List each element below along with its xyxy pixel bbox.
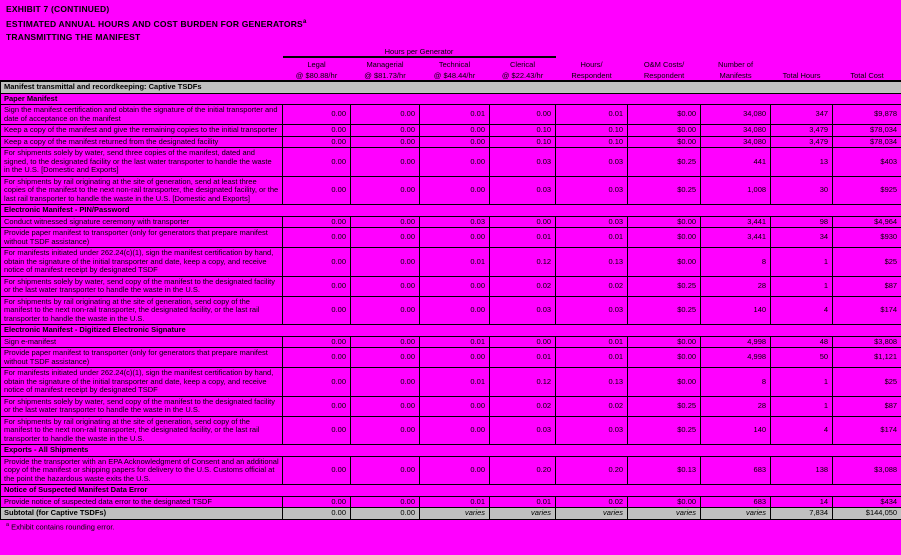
activity-label: Provide paper manifest to transporter (only for generators that prepare manifest without TSDF assistance) <box>1 228 283 248</box>
value-cell: 14 <box>771 496 833 508</box>
value-cell: $925 <box>833 176 901 205</box>
value-cell: 0.01 <box>420 368 490 397</box>
column-header-bottom-0: @ $80.88/hr <box>295 70 338 80</box>
value-cell: 683 <box>701 496 771 508</box>
activity-label: Conduct witnessed signature ceremony with transporter <box>1 216 283 228</box>
table-row <box>1 216 901 228</box>
page-title <box>6 3 306 44</box>
subtotal-value-cell: varies <box>420 508 490 520</box>
activity-label: Provide notice of suspected data error to the designated TSDF <box>1 496 283 508</box>
value-cell: 0.00 <box>283 296 351 325</box>
column-header-top-5: O&M Costs/ <box>643 59 685 69</box>
value-cell: $0.25 <box>628 148 701 177</box>
subtotal-value-cell: 7,834 <box>771 508 833 520</box>
value-cell: 0.01 <box>556 105 628 125</box>
value-cell: 0.00 <box>283 336 351 348</box>
value-cell: 0.00 <box>420 396 490 416</box>
activity-label: For manifests initiated under 262.24(c)(1), sign the manifest certification by hand, obtain the signature of the initial transporter and date, keep a copy, and receive notice of manifest receipt by designated TSDF <box>1 248 283 277</box>
value-cell: 0.00 <box>283 228 351 248</box>
column-header-bottom-3: @ $22.43/hr <box>501 70 544 80</box>
value-cell: 0.00 <box>420 228 490 248</box>
spacer-cell <box>556 44 901 57</box>
activity-label: For shipments solely by water, send copy of the manifest to the designated facility or the last water transporter to handle the waste in the U.S. <box>1 396 283 416</box>
subtotal-value-cell: $144,050 <box>833 508 901 520</box>
footnote-text: Exhibit contains rounding error. <box>9 522 115 532</box>
value-cell: $25 <box>833 368 901 397</box>
value-cell: $4,964 <box>833 216 901 228</box>
subtotal-value-cell: varies <box>701 508 771 520</box>
table-header <box>1 44 901 81</box>
value-cell: $174 <box>833 296 901 325</box>
value-cell: $0.00 <box>628 228 701 248</box>
subtotal-row <box>1 508 901 520</box>
value-cell: $78,034 <box>833 136 901 148</box>
value-cell: 441 <box>701 148 771 177</box>
value-cell: 0.00 <box>420 136 490 148</box>
group-header-row <box>1 44 901 57</box>
value-cell: $930 <box>833 228 901 248</box>
value-cell: 0.01 <box>490 228 556 248</box>
value-cell: 0.00 <box>283 496 351 508</box>
value-cell: 0.03 <box>556 176 628 205</box>
value-cell: 0.00 <box>351 296 420 325</box>
value-cell: 0.01 <box>490 348 556 368</box>
value-cell: 0.20 <box>556 456 628 485</box>
value-cell: 0.01 <box>556 336 628 348</box>
category-band-row <box>1 81 901 93</box>
activity-label: For shipments by rail originating at the site of generation, send copy of the manifest to the next non-rail transporter, the designated facility, or the last rail transporter to handle the waste in the U.S. <box>1 296 283 325</box>
value-cell: 4 <box>771 416 833 445</box>
table-row <box>1 276 901 296</box>
value-cell: 28 <box>701 276 771 296</box>
value-cell: 0.20 <box>490 456 556 485</box>
section-header-row <box>1 445 901 457</box>
value-cell: 0.00 <box>283 136 351 148</box>
value-cell: 0.01 <box>556 228 628 248</box>
column-header-bottom-1: @ $81.73/hr <box>364 70 406 80</box>
value-cell: $0.00 <box>628 336 701 348</box>
value-cell: $0.00 <box>628 348 701 368</box>
value-cell: 0.00 <box>420 125 490 137</box>
value-cell: 3,441 <box>701 228 771 248</box>
value-cell: 0.00 <box>351 496 420 508</box>
value-cell: 0.03 <box>490 176 556 205</box>
section-title: Paper Manifest <box>1 93 901 105</box>
value-cell: 0.13 <box>556 368 628 397</box>
value-cell: 13 <box>771 148 833 177</box>
value-cell: 0.00 <box>283 368 351 397</box>
spacer-cell <box>1 57 283 69</box>
value-cell: 138 <box>771 456 833 485</box>
table-row <box>1 456 901 485</box>
table-row <box>1 248 901 277</box>
value-cell: $403 <box>833 148 901 177</box>
value-cell: 0.00 <box>351 248 420 277</box>
value-cell: 140 <box>701 416 771 445</box>
activity-label: Keep a copy of the manifest returned from the designated facility <box>1 136 283 148</box>
activity-label: Sign e-manifest <box>1 336 283 348</box>
value-cell: 0.00 <box>283 148 351 177</box>
value-cell: 0.00 <box>283 248 351 277</box>
value-cell: 28 <box>701 396 771 416</box>
value-cell: 0.01 <box>420 105 490 125</box>
table-row <box>1 348 901 368</box>
value-cell: 0.00 <box>283 276 351 296</box>
activity-label: For manifests initiated under 262.24(c)(1), sign the manifest certification by hand, obtain the signature of the initial transporter and date, keep a copy, and receive notice of manifest receipt by designated TSDF <box>1 368 283 397</box>
value-cell: 8 <box>701 368 771 397</box>
section-title: Electronic Manifest - PIN/Password <box>1 205 901 217</box>
value-cell: 0.10 <box>490 125 556 137</box>
value-cell: 0.00 <box>420 416 490 445</box>
value-cell: $0.00 <box>628 216 701 228</box>
value-cell: 0.01 <box>420 496 490 508</box>
subtotal-value-cell: varies <box>628 508 701 520</box>
value-cell: 0.10 <box>556 125 628 137</box>
table-row <box>1 228 901 248</box>
value-cell: $434 <box>833 496 901 508</box>
value-cell: 30 <box>771 176 833 205</box>
value-cell: $0.00 <box>628 368 701 397</box>
value-cell: 0.00 <box>351 176 420 205</box>
table-row <box>1 336 901 348</box>
value-cell: 0.03 <box>420 216 490 228</box>
column-header-top-1: Managerial <box>366 59 404 69</box>
value-cell: 0.00 <box>420 148 490 177</box>
column-header-top-3: Clerical <box>510 59 536 69</box>
value-cell: $78,034 <box>833 125 901 137</box>
table-footnote <box>6 522 115 532</box>
activity-label: For shipments by rail originating at the site of generation, send copy of the manifest to the next non-rail transporter, the designated facility, or the last rail transporter to handle the waste in the U.S. <box>1 416 283 445</box>
column-header-bottom-8: Total Cost <box>850 70 884 80</box>
value-cell: 48 <box>771 336 833 348</box>
value-cell: 0.00 <box>420 296 490 325</box>
value-cell: 1 <box>771 276 833 296</box>
column-header-top-0: Legal <box>307 59 326 69</box>
value-cell: 0.00 <box>351 105 420 125</box>
value-cell: 0.13 <box>556 248 628 277</box>
value-cell: 0.00 <box>351 148 420 177</box>
value-cell: 0.02 <box>556 496 628 508</box>
value-cell: 0.02 <box>490 396 556 416</box>
value-cell: 0.03 <box>490 148 556 177</box>
value-cell: 3,479 <box>771 136 833 148</box>
value-cell: 0.02 <box>556 396 628 416</box>
title-line-1: EXHIBIT 7 (CONTINUED) <box>6 4 110 14</box>
activity-label: For shipments by rail originating at the site of generation, send at least three copies of the manifest to the next non-rail transporter, the designated facility, or the last rail transporter to handle the waste in the U.S. [Domestic and Exports] <box>1 176 283 205</box>
burden-table <box>0 44 901 520</box>
value-cell: 0.12 <box>490 368 556 397</box>
value-cell: 0.00 <box>283 416 351 445</box>
value-cell: 0.00 <box>351 336 420 348</box>
title-line-3: TRANSMITTING THE MANIFEST <box>6 31 141 42</box>
column-header-bottom-2: @ $48.44/hr <box>433 70 476 80</box>
value-cell: $0.25 <box>628 396 701 416</box>
value-cell: $0.00 <box>628 248 701 277</box>
activity-label: For shipments solely by water, send copy of the manifest to the designated facility or the last water transporter to handle the waste in the U.S. <box>1 276 283 296</box>
spacer-cell <box>1 69 283 81</box>
value-cell: 0.03 <box>556 416 628 445</box>
value-cell: 1 <box>771 396 833 416</box>
value-cell: $0.00 <box>628 136 701 148</box>
section-header-row <box>1 93 901 105</box>
section-title: Exports - All Shipments <box>1 445 901 457</box>
activity-label: For shipments solely by water, send three copies of the manifest, dated and signed, to the designated facility or the last water transporter to handle the waste in the U.S. [Domestic and Exports] <box>1 148 283 177</box>
value-cell: $0.00 <box>628 105 701 125</box>
table-row <box>1 368 901 397</box>
column-header-top-8 <box>833 57 901 69</box>
value-cell: 0.01 <box>420 336 490 348</box>
subtotal-value-cell: varies <box>490 508 556 520</box>
value-cell: 0.01 <box>420 248 490 277</box>
value-cell: 0.00 <box>351 216 420 228</box>
value-cell: 34,080 <box>701 125 771 137</box>
value-cell: 0.10 <box>556 136 628 148</box>
value-cell: 0.01 <box>556 348 628 368</box>
value-cell: 0.00 <box>351 136 420 148</box>
value-cell: 347 <box>771 105 833 125</box>
table-row <box>1 296 901 325</box>
section-header-row <box>1 205 901 217</box>
column-header-bottom-7: Total Hours <box>782 70 821 80</box>
table-row <box>1 396 901 416</box>
value-cell: $0.00 <box>628 496 701 508</box>
table-row <box>1 125 901 137</box>
activity-label: Provide paper manifest to transporter (only for generators that prepare manifest without TSDF assistance) <box>1 348 283 368</box>
value-cell: 0.03 <box>556 296 628 325</box>
subtotal-label: Subtotal (for Captive TSDFs) <box>1 508 283 520</box>
footnote-marker: a <box>302 19 307 25</box>
section-title: Electronic Manifest - Digitized Electronic Signature <box>1 325 901 337</box>
value-cell: 34,080 <box>701 136 771 148</box>
value-cell: 8 <box>701 248 771 277</box>
category-band-title: Manifest transmittal and recordkeeping: Captive TSDFs <box>1 81 901 93</box>
value-cell: 0.01 <box>490 496 556 508</box>
column-header-bottom-4: Respondent <box>571 70 612 80</box>
value-cell: 140 <box>701 296 771 325</box>
activity-label: Sign the manifest certification and obtain the signature of the initial transporter and date of acceptance on the manifest <box>1 105 283 125</box>
value-cell: 0.00 <box>351 368 420 397</box>
footnote-marker: a <box>6 522 10 528</box>
value-cell: 0.00 <box>283 176 351 205</box>
value-cell: $3,808 <box>833 336 901 348</box>
value-cell: 0.00 <box>351 228 420 248</box>
value-cell: 1 <box>771 248 833 277</box>
value-cell: 0.00 <box>490 216 556 228</box>
value-cell: 0.00 <box>351 416 420 445</box>
section-header-row <box>1 485 901 497</box>
value-cell: 0.03 <box>556 148 628 177</box>
value-cell: 4 <box>771 296 833 325</box>
spacer-cell <box>1 44 283 57</box>
value-cell: 1 <box>771 368 833 397</box>
table-row <box>1 148 901 177</box>
value-cell: 0.00 <box>490 336 556 348</box>
value-cell: 0.00 <box>283 456 351 485</box>
column-header-top-6: Number of <box>718 59 754 69</box>
value-cell: 0.00 <box>420 176 490 205</box>
table-row <box>1 416 901 445</box>
section-title: Notice of Suspected Manifest Data Error <box>1 485 901 497</box>
column-header-line1 <box>1 57 901 69</box>
value-cell: $0.00 <box>628 125 701 137</box>
value-cell: 0.12 <box>490 248 556 277</box>
column-header-top-2: Technical <box>438 59 471 69</box>
table-row <box>1 136 901 148</box>
activity-label: Provide the transporter with an EPA Acknowledgment of Consent and an additional copy of the manifest or shipping papers for delivery to the U.S. Customs official at the point the hazardous waste exits the U.S. <box>1 456 283 485</box>
column-header-bottom-6: Manifests <box>719 70 752 80</box>
value-cell: 0.00 <box>420 348 490 368</box>
value-cell: 0.02 <box>490 276 556 296</box>
value-cell: 98 <box>771 216 833 228</box>
table-row <box>1 176 901 205</box>
value-cell: 50 <box>771 348 833 368</box>
value-cell: 4,998 <box>701 336 771 348</box>
value-cell: 0.03 <box>490 416 556 445</box>
value-cell: 683 <box>701 456 771 485</box>
value-cell: 0.02 <box>556 276 628 296</box>
value-cell: 0.00 <box>351 348 420 368</box>
value-cell: $0.25 <box>628 296 701 325</box>
value-cell: $25 <box>833 248 901 277</box>
group-header: Hours per Generator <box>283 44 556 57</box>
value-cell: 0.00 <box>283 348 351 368</box>
value-cell: 34 <box>771 228 833 248</box>
value-cell: 0.00 <box>283 396 351 416</box>
table-row <box>1 105 901 125</box>
subtotal-value-cell: 0.00 <box>283 508 351 520</box>
value-cell: 0.00 <box>283 125 351 137</box>
value-cell: 0.00 <box>490 105 556 125</box>
value-cell: $3,088 <box>833 456 901 485</box>
value-cell: $87 <box>833 276 901 296</box>
subtotal-value-cell: 0.00 <box>351 508 420 520</box>
column-header-top-4: Hours/ <box>580 59 603 69</box>
value-cell: $87 <box>833 396 901 416</box>
value-cell: 4,998 <box>701 348 771 368</box>
value-cell: 0.00 <box>283 216 351 228</box>
title-line-2: ESTIMATED ANNUAL HOURS AND COST BURDEN FOR GENERATORS$^a$ <box>6 18 307 29</box>
column-header-bottom-5: Respondent <box>643 70 685 80</box>
subtotal-value-cell: varies <box>556 508 628 520</box>
value-cell: $1,121 <box>833 348 901 368</box>
section-header-row <box>1 325 901 337</box>
value-cell: 0.00 <box>351 396 420 416</box>
table-body <box>1 81 901 519</box>
value-cell: 0.00 <box>351 125 420 137</box>
value-cell: 0.10 <box>490 136 556 148</box>
value-cell: 0.00 <box>283 105 351 125</box>
value-cell: $174 <box>833 416 901 445</box>
column-header-line2 <box>1 69 901 81</box>
value-cell: 1,008 <box>701 176 771 205</box>
value-cell: 34,080 <box>701 105 771 125</box>
value-cell: 0.00 <box>351 456 420 485</box>
value-cell: $0.25 <box>628 276 701 296</box>
value-cell: 0.03 <box>490 296 556 325</box>
value-cell: $0.25 <box>628 176 701 205</box>
value-cell: 3,441 <box>701 216 771 228</box>
value-cell: $0.13 <box>628 456 701 485</box>
value-cell: 0.00 <box>351 276 420 296</box>
value-cell: $0.25 <box>628 416 701 445</box>
value-cell: 3,479 <box>771 125 833 137</box>
value-cell: 0.00 <box>420 276 490 296</box>
table-row <box>1 496 901 508</box>
value-cell: 0.03 <box>556 216 628 228</box>
value-cell: $9,878 <box>833 105 901 125</box>
value-cell: 0.00 <box>420 456 490 485</box>
activity-label: Keep a copy of the manifest and give the remaining copies to the initial transporter <box>1 125 283 137</box>
column-header-top-7 <box>771 57 833 69</box>
